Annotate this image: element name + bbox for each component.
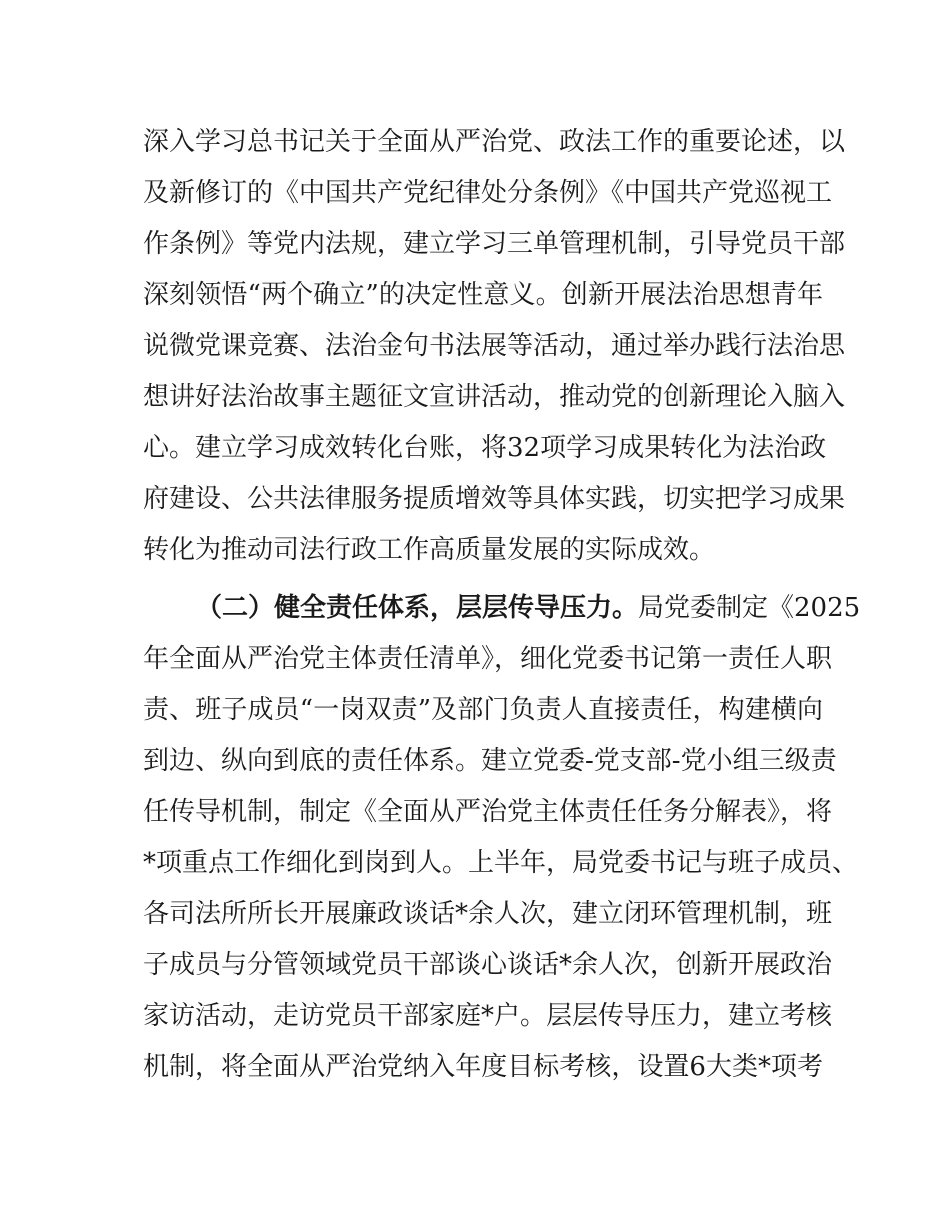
paragraph-line: 想讲好法治故事主题征文宣讲活动，推动党的创新理论入脑入 [143, 382, 846, 412]
paragraph-line: 府建设、公共法律服务提质增效等具体实践，切实把学习成果 [143, 484, 846, 514]
paragraph-line: 转化为推动司法行政工作高质量发展的实际成效。 [143, 535, 716, 565]
paragraph-line: 子成员与分管领域党员干部谈心谈话*余人次，创新开展政治 [143, 950, 833, 980]
paragraph-first-line [196, 583, 861, 633]
section-heading: （二）健全责任体系，层层传导压力。 [196, 593, 639, 623]
paragraph-line: 及新修订的《中国共产党纪律处分条例》《中国共产党巡视工 [143, 178, 833, 208]
paragraph-line: 年全面从严治党主体责任清单》，细化党委书记第一责任人职 [143, 644, 833, 674]
paragraph-line: 责、班子成员“一岗双责”及部门负责人直接责任，构建横向 [143, 695, 823, 725]
paragraph-line: 家访活动，走访党员干部家庭*户。层层传导压力，建立考核 [143, 1001, 833, 1031]
paragraph-line: 心。建立学习成效转化台账，将32项学习成果转化为法治政 [143, 433, 827, 463]
paragraph-line: *项重点工作细化到岗到人。上半年，局党委书记与班子成员、 [143, 848, 859, 878]
paragraph-line: 作条例》等党内法规，建立学习三单管理机制，引导党员干部 [143, 229, 846, 259]
paragraph-line: 深入学习总书记关于全面从严治党、政法工作的重要论述，以 [143, 127, 846, 157]
paragraph-line: 深刻领悟“两个确立”的决定性意义。创新开展法治思想青年 [143, 280, 823, 310]
paragraph-line: 任传导机制，制定《全面从严治党主体责任任务分解表》，将 [143, 797, 833, 827]
paragraph-line: 机制，将全面从严治党纳入年度目标考核，设置6大类*项考 [143, 1052, 823, 1082]
paragraph-line: 到边、纵向到底的责任体系。建立党委-党支部-党小组三级责 [143, 746, 837, 776]
paragraph-line: 各司法所所长开展廉政谈话*余人次，建立闭环管理机制，班 [143, 899, 833, 929]
paragraph-text: 局党委制定《2025 [638, 593, 861, 623]
paragraph-line: 说微党课竞赛、法治金句书法展等活动，通过举办践行法治思 [143, 331, 846, 361]
